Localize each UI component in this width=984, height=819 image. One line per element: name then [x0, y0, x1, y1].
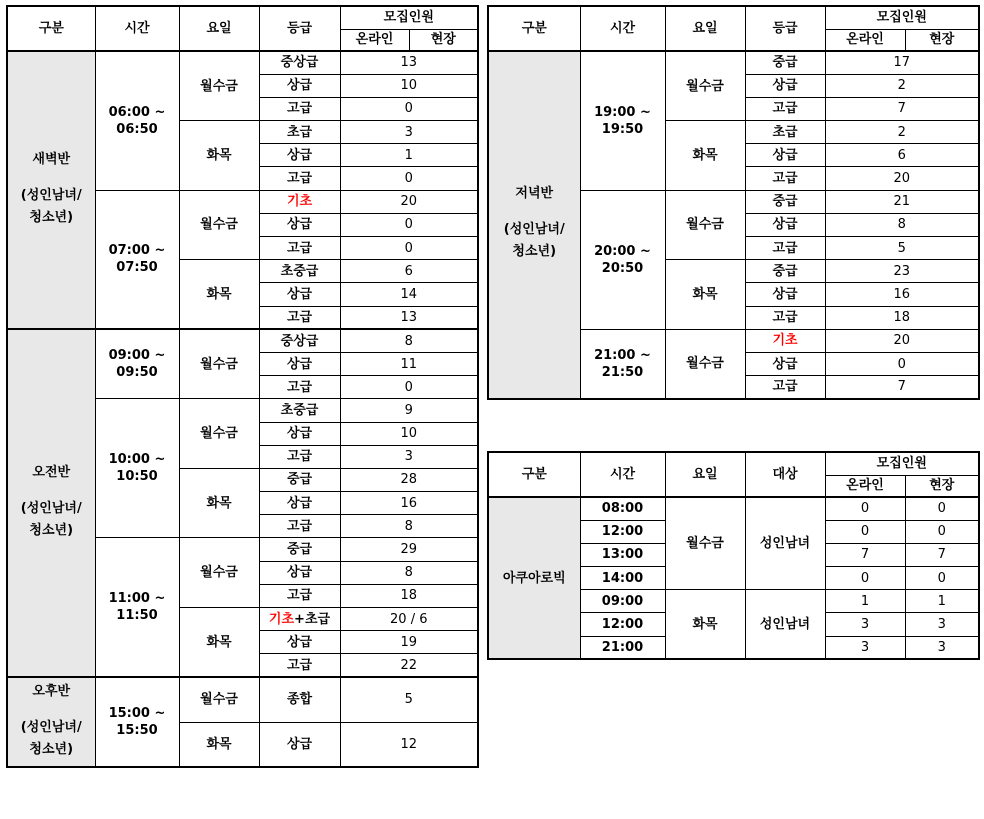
- count-cell: 2: [825, 121, 979, 144]
- day-cell: 화목: [179, 121, 259, 191]
- section-name: 오전반: [32, 464, 71, 480]
- time-cell: 12:00: [580, 520, 665, 543]
- day-cell: 월수금: [179, 399, 259, 469]
- table-row: [7, 329, 478, 352]
- header-day: 요일: [179, 6, 259, 51]
- level-cell: 상급: [259, 213, 340, 236]
- count-cell: 3: [340, 121, 478, 144]
- onsite-count-cell: 3: [905, 636, 979, 659]
- header-onsite: 현장: [905, 475, 979, 497]
- count-cell: 29: [340, 538, 478, 561]
- time-end: 10:50: [116, 469, 158, 485]
- onsite-count-cell: 3: [905, 613, 979, 636]
- header-target: 대상: [745, 452, 825, 497]
- count-cell: 2: [825, 74, 979, 97]
- level-cell: 초중급: [259, 260, 340, 283]
- table-row: [7, 51, 478, 74]
- count-cell: 20 / 6: [340, 608, 478, 631]
- section-name-wrap: [8, 684, 95, 761]
- time-start: 09:00 ~: [108, 348, 166, 364]
- level-cell: 기초: [745, 329, 825, 352]
- target-cell: 성인남녀: [745, 590, 825, 660]
- online-count-cell: 0: [825, 520, 905, 543]
- level-cell: 상급: [259, 561, 340, 584]
- day-cell: 월수금: [179, 677, 259, 722]
- left-table-body: [7, 51, 478, 767]
- time-cell: 08:00: [580, 497, 665, 520]
- day-cell: 월수금: [665, 190, 745, 260]
- section-name-cell: [7, 51, 95, 329]
- section-name-cell: [488, 51, 580, 399]
- time-end: 20:50: [601, 260, 644, 276]
- time-cell: [95, 51, 179, 190]
- count-cell: 22: [340, 654, 478, 677]
- count-cell: 1: [340, 144, 478, 167]
- day-cell: 화목: [179, 468, 259, 538]
- level-cell: 상급: [259, 352, 340, 375]
- onsite-count-cell: 0: [905, 520, 979, 543]
- day-cell: 화목: [179, 260, 259, 330]
- level-cell: 상급: [745, 283, 825, 306]
- level-cell: 상급: [259, 144, 340, 167]
- level-cell: 중급: [745, 190, 825, 213]
- group-subtitle: (성인남녀/ 청소년): [20, 187, 82, 225]
- header-gubun: 구분: [488, 452, 580, 497]
- count-cell: 0: [340, 237, 478, 260]
- count-cell: 0: [340, 167, 478, 190]
- count-cell: 28: [340, 468, 478, 491]
- level-cell: 중급: [745, 51, 825, 74]
- time-cell: [580, 51, 665, 190]
- level-cell: 상급: [745, 213, 825, 236]
- target-cell: 성인남녀: [745, 497, 825, 590]
- morning-schedule-table: [6, 5, 479, 768]
- level-cell: 고급: [745, 167, 825, 190]
- evening-table-body: [488, 51, 979, 399]
- time-wrap: [581, 105, 665, 137]
- online-count-cell: 7: [825, 543, 905, 566]
- level-cell: 상급: [745, 352, 825, 375]
- count-cell: 20: [825, 329, 979, 352]
- time-end: 15:50: [116, 723, 158, 739]
- evening-schedule-table: [487, 5, 980, 400]
- count-cell: 20: [825, 167, 979, 190]
- level-cell: 초중급: [259, 399, 340, 422]
- time-cell: 09:00: [580, 590, 665, 613]
- level-cell: 고급: [745, 376, 825, 399]
- count-cell: 16: [340, 492, 478, 515]
- count-cell: 7: [825, 97, 979, 120]
- section-name-wrap: [8, 152, 95, 229]
- header-time: 시간: [580, 452, 665, 497]
- header-time: 시간: [580, 6, 665, 51]
- online-count-cell: 0: [825, 497, 905, 520]
- time-cell: 12:00: [580, 613, 665, 636]
- time-cell: 13:00: [580, 543, 665, 566]
- count-cell: 8: [340, 561, 478, 584]
- count-cell: 11: [340, 352, 478, 375]
- time-cell: [95, 329, 179, 399]
- online-count-cell: 0: [825, 567, 905, 590]
- count-cell: 0: [825, 352, 979, 375]
- count-cell: 0: [340, 213, 478, 236]
- aqua-table-body: [488, 497, 979, 659]
- level-cell: 종합: [259, 677, 340, 722]
- time-start: 15:00 ~: [108, 706, 166, 722]
- onsite-count-cell: 1: [905, 590, 979, 613]
- time-wrap: [96, 243, 179, 275]
- count-cell: 14: [340, 283, 478, 306]
- level-cell: 중급: [259, 538, 340, 561]
- count-cell: 0: [340, 97, 478, 120]
- level-cell: 상급: [259, 422, 340, 445]
- time-end: 07:50: [116, 260, 158, 276]
- time-start: 11:00 ~: [108, 591, 166, 607]
- time-wrap: [581, 244, 665, 276]
- time-cell: 14:00: [580, 567, 665, 590]
- onsite-count-cell: 0: [905, 497, 979, 520]
- section-name-cell: 아쿠아로빅: [488, 497, 580, 659]
- day-cell: 월수금: [665, 51, 745, 121]
- time-end: 11:50: [116, 608, 158, 624]
- count-cell: 8: [825, 213, 979, 236]
- header-time: 시간: [95, 6, 179, 51]
- level-cell: 중급: [745, 260, 825, 283]
- table-row: [488, 497, 979, 520]
- day-cell: 화목: [665, 260, 745, 330]
- count-cell: 12: [340, 722, 478, 767]
- group-subtitle: (성인남녀/ 청소년): [20, 500, 82, 538]
- header-online: 온라인: [825, 475, 905, 497]
- count-cell: 7: [825, 376, 979, 399]
- level-cell: 중상급: [259, 329, 340, 352]
- count-cell: 19: [340, 631, 478, 654]
- level-cell: 상급: [259, 722, 340, 767]
- time-cell: [95, 190, 179, 329]
- level-cell: 초급: [745, 121, 825, 144]
- time-wrap: [96, 591, 179, 623]
- group-subtitle: (성인남녀/ 청소년): [503, 222, 565, 260]
- online-count-cell: 1: [825, 590, 905, 613]
- onsite-count-cell: 7: [905, 543, 979, 566]
- section-name-cell: [7, 329, 95, 677]
- day-cell: 화목: [665, 121, 745, 191]
- header-online: 온라인: [825, 29, 905, 51]
- time-wrap: [96, 348, 179, 380]
- onsite-count-cell: 0: [905, 567, 979, 590]
- count-cell: 21: [825, 190, 979, 213]
- header-day: 요일: [665, 452, 745, 497]
- table-row: [488, 51, 979, 74]
- level-cell: 고급: [259, 167, 340, 190]
- level-cell: 중급: [259, 468, 340, 491]
- level-cell: 중상급: [259, 51, 340, 74]
- header-recruit: 모집인원: [825, 452, 979, 475]
- level-cell: 고급: [259, 97, 340, 120]
- count-cell: 9: [340, 399, 478, 422]
- online-count-cell: 3: [825, 636, 905, 659]
- time-wrap: [581, 348, 665, 380]
- level-cell: [259, 608, 340, 631]
- count-cell: 13: [340, 306, 478, 329]
- section-name: 새벽반: [32, 151, 71, 167]
- count-cell: 18: [825, 306, 979, 329]
- aquarobic-schedule-table: [487, 451, 980, 660]
- time-wrap: [96, 105, 179, 137]
- count-cell: 20: [340, 190, 478, 213]
- time-start: 06:00 ~: [108, 104, 166, 120]
- level-cell: 고급: [259, 654, 340, 677]
- level-cell: 상급: [259, 631, 340, 654]
- header-recruit: 모집인원: [825, 6, 979, 29]
- day-cell: 화목: [665, 590, 745, 660]
- level-cell: 고급: [259, 515, 340, 538]
- level-cell: 고급: [259, 445, 340, 468]
- level-cell: 상급: [259, 492, 340, 515]
- level-cell: 상급: [745, 74, 825, 97]
- section-name: 오후반: [32, 683, 71, 699]
- time-cell: 21:00: [580, 636, 665, 659]
- time-end: 19:50: [601, 121, 644, 137]
- level-cell: 상급: [745, 144, 825, 167]
- day-cell: 화목: [179, 608, 259, 678]
- level-cell: 상급: [259, 74, 340, 97]
- time-wrap: [96, 706, 179, 738]
- count-cell: 3: [340, 445, 478, 468]
- header-day: 요일: [665, 6, 745, 51]
- header-recruit: 모집인원: [340, 6, 478, 29]
- time-end: 09:50: [116, 365, 158, 381]
- header-gubun: 구분: [7, 6, 95, 51]
- time-start: 19:00 ~: [594, 104, 651, 120]
- header-level: 등급: [259, 6, 340, 51]
- time-cell: [95, 538, 179, 677]
- time-end: 06:50: [116, 121, 158, 137]
- level-cell: 고급: [259, 376, 340, 399]
- level-suffix: +초급: [294, 611, 331, 627]
- header-onsite: 현장: [409, 29, 478, 51]
- count-cell: 5: [340, 677, 478, 722]
- count-cell: 16: [825, 283, 979, 306]
- level-cell: 상급: [259, 283, 340, 306]
- count-cell: 13: [340, 51, 478, 74]
- day-cell: 월수금: [665, 497, 745, 590]
- time-cell: [580, 329, 665, 399]
- count-cell: 18: [340, 584, 478, 607]
- online-count-cell: 3: [825, 613, 905, 636]
- count-cell: 8: [340, 329, 478, 352]
- day-cell: 월수금: [665, 329, 745, 399]
- count-cell: 10: [340, 422, 478, 445]
- day-cell: 월수금: [179, 190, 259, 260]
- level-cell: 고급: [745, 97, 825, 120]
- count-cell: 8: [340, 515, 478, 538]
- header-gubun: 구분: [488, 6, 580, 51]
- section-name-cell: [7, 677, 95, 767]
- level-cell: 고급: [745, 306, 825, 329]
- level-cell: 고급: [259, 306, 340, 329]
- count-cell: 6: [340, 260, 478, 283]
- header-level: 등급: [745, 6, 825, 51]
- time-start: 07:00 ~: [108, 243, 166, 259]
- level-cell: 고급: [259, 584, 340, 607]
- level-prefix: 기초: [268, 611, 295, 627]
- day-cell: 화목: [179, 722, 259, 767]
- count-cell: 6: [825, 144, 979, 167]
- section-name-wrap: [8, 465, 95, 542]
- time-start: 21:00 ~: [594, 347, 651, 363]
- level-cell: 고급: [745, 237, 825, 260]
- table-row: [7, 677, 478, 722]
- time-cell: [95, 399, 179, 538]
- time-wrap: [96, 452, 179, 484]
- level-cell: 기초: [259, 190, 340, 213]
- count-cell: 5: [825, 237, 979, 260]
- section-name: 저녁반: [515, 186, 554, 202]
- count-cell: 23: [825, 260, 979, 283]
- time-end: 21:50: [601, 364, 644, 380]
- time-start: 20:00 ~: [594, 243, 651, 259]
- time-cell: [95, 677, 179, 767]
- level-cell: 초급: [259, 121, 340, 144]
- count-cell: 0: [340, 376, 478, 399]
- group-subtitle: (성인남녀/ 청소년): [20, 719, 82, 757]
- header-online: 온라인: [340, 29, 409, 51]
- day-cell: 월수금: [179, 538, 259, 608]
- section-name-wrap: [489, 186, 580, 263]
- level-cell: 고급: [259, 237, 340, 260]
- count-cell: 17: [825, 51, 979, 74]
- day-cell: 월수금: [179, 329, 259, 399]
- time-cell: [580, 190, 665, 329]
- count-cell: 10: [340, 74, 478, 97]
- header-onsite: 현장: [905, 29, 979, 51]
- day-cell: 월수금: [179, 51, 259, 121]
- time-start: 10:00 ~: [108, 452, 166, 468]
